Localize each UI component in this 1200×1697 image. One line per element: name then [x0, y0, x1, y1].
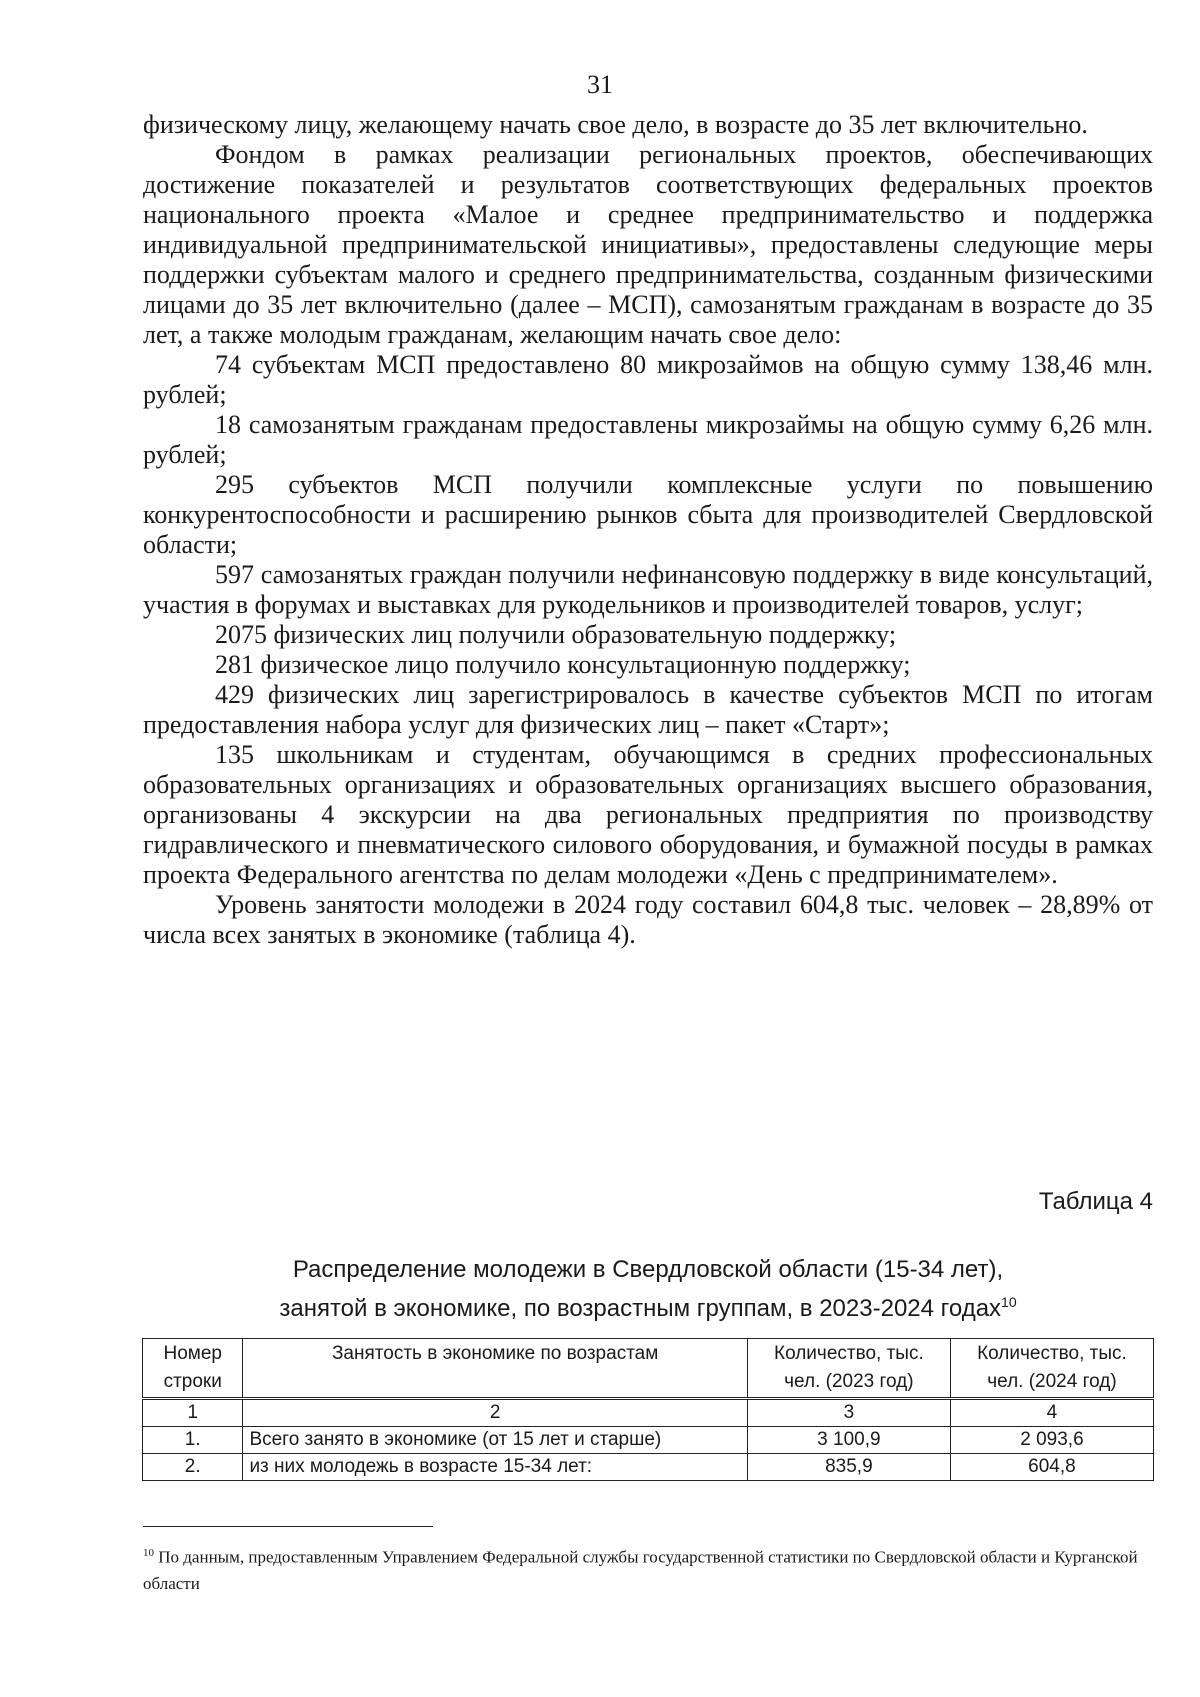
table-caption — [143, 1254, 1153, 1325]
column-number: 4 — [950, 1399, 1153, 1427]
row-number: 1. — [143, 1427, 243, 1454]
paragraph: 135 школьникам и студентам, обучающимся в средних профессиональных образовательных организациях и образовательных организациях высшего образования, организованы 4 экскурсии на два региональных предприятия по производству гидравлического и пневматического силового оборудования, и бумажной посуды в рамках проекта Федерального агентства по делам молодежи «День с предпринимателем». — [143, 740, 1153, 889]
paragraph: 281 физическое лицо получило консультационную поддержку; — [215, 650, 911, 679]
value-2023: 3 100,9 — [747, 1427, 950, 1454]
paragraph: физическому лицу, желающему начать свое дело, в возрасте до 35 лет включительно. — [143, 110, 1088, 139]
paragraph: 2075 физических лиц получили образовательную поддержку; — [215, 620, 897, 649]
column-number: 3 — [747, 1399, 950, 1427]
paragraph: 295 субъектов МСП получили комплексные услуги по повышению конкурентоспособности и расширению рынков сбыта для производителей Свердловской области; — [143, 470, 1153, 559]
value-2024: 604,8 — [950, 1454, 1153, 1481]
header-row-number: Номер строки — [143, 1339, 243, 1399]
row-label: Всего занято в экономике (от 15 лет и старше) — [243, 1427, 747, 1454]
paragraph: 597 самозанятых граждан получили нефинансовую поддержку в виде консультаций, участия в форумах и выставках для рукодельников и производителей товаров, услуг; — [143, 560, 1153, 619]
value-2024: 2 093,6 — [950, 1427, 1153, 1454]
paragraph: 74 субъектам МСП предоставлено 80 микрозаймов на общую сумму 138,46 млн. рублей; — [143, 350, 1153, 409]
paragraph: 429 физических лиц зарегистрировалось в качестве субъектов МСП по итогам предоставления набора услуг для физических лиц – пакет «Старт»; — [143, 680, 1153, 739]
footnote-mark: 10 — [143, 1547, 154, 1559]
paragraph: Фондом в рамках реализации региональных проектов, обеспечивающих достижение показателей и результатов соответствующих федеральных проектов национального проекта «Малое и среднее предпринимательство и поддержка индивидуальной предпринимательской инициативы», предоставлены следующие меры поддержки субъектам малого и среднего предпринимательства, созданным физическими лицами до 35 лет включительно (далее – МСП), самозанятым гражданам в возрасте до 35 лет, а также молодым гражданам, желающим начать свое дело: — [143, 140, 1153, 349]
body-text — [143, 110, 1153, 950]
column-number-row — [143, 1399, 1154, 1427]
footnote-separator — [143, 1526, 433, 1527]
column-number: 2 — [243, 1399, 747, 1427]
table-row — [143, 1427, 1154, 1454]
footnote-text: По данным, предоставленным Управлением Федеральной службы государственной статистики по Свердловской области и Курганской области — [143, 1547, 1138, 1593]
column-number: 1 — [143, 1399, 243, 1427]
paragraph: Уровень занятости молодежи в 2024 году составил 604,8 тыс. человек – 28,89% от числа всех занятых в экономике (таблица 4). — [143, 890, 1153, 949]
table-caption-line — [143, 1286, 1153, 1325]
footnote — [143, 1540, 1153, 1597]
row-number: 2. — [143, 1454, 243, 1481]
header-category: Занятость в экономике по возрастам — [243, 1339, 747, 1399]
header-2024: Количество, тыс. чел. (2024 год) — [950, 1339, 1153, 1399]
table-header-row — [143, 1339, 1154, 1399]
value-2023: 835,9 — [747, 1454, 950, 1481]
table-caption-line: Распределение молодежи в Свердловской области (15-34 лет), — [292, 1256, 1004, 1283]
employment-table — [142, 1338, 1154, 1481]
table-caption-text: занятой в экономике, по возрастным группам, в 2023-2024 годах — [279, 1295, 1002, 1322]
paragraph: 18 самозанятым гражданам предоставлены микрозаймы на общую сумму 6,26 млн. рублей; — [143, 410, 1153, 469]
row-label: из них молодежь в возрасте 15-34 лет: — [243, 1454, 747, 1481]
table-label: Таблица 4 — [1038, 1188, 1153, 1215]
page-number: 31 — [587, 70, 613, 99]
header-2023: Количество, тыс. чел. (2023 год) — [747, 1339, 950, 1399]
footnote-reference: 10 — [1001, 1294, 1017, 1310]
table-row — [143, 1454, 1154, 1481]
